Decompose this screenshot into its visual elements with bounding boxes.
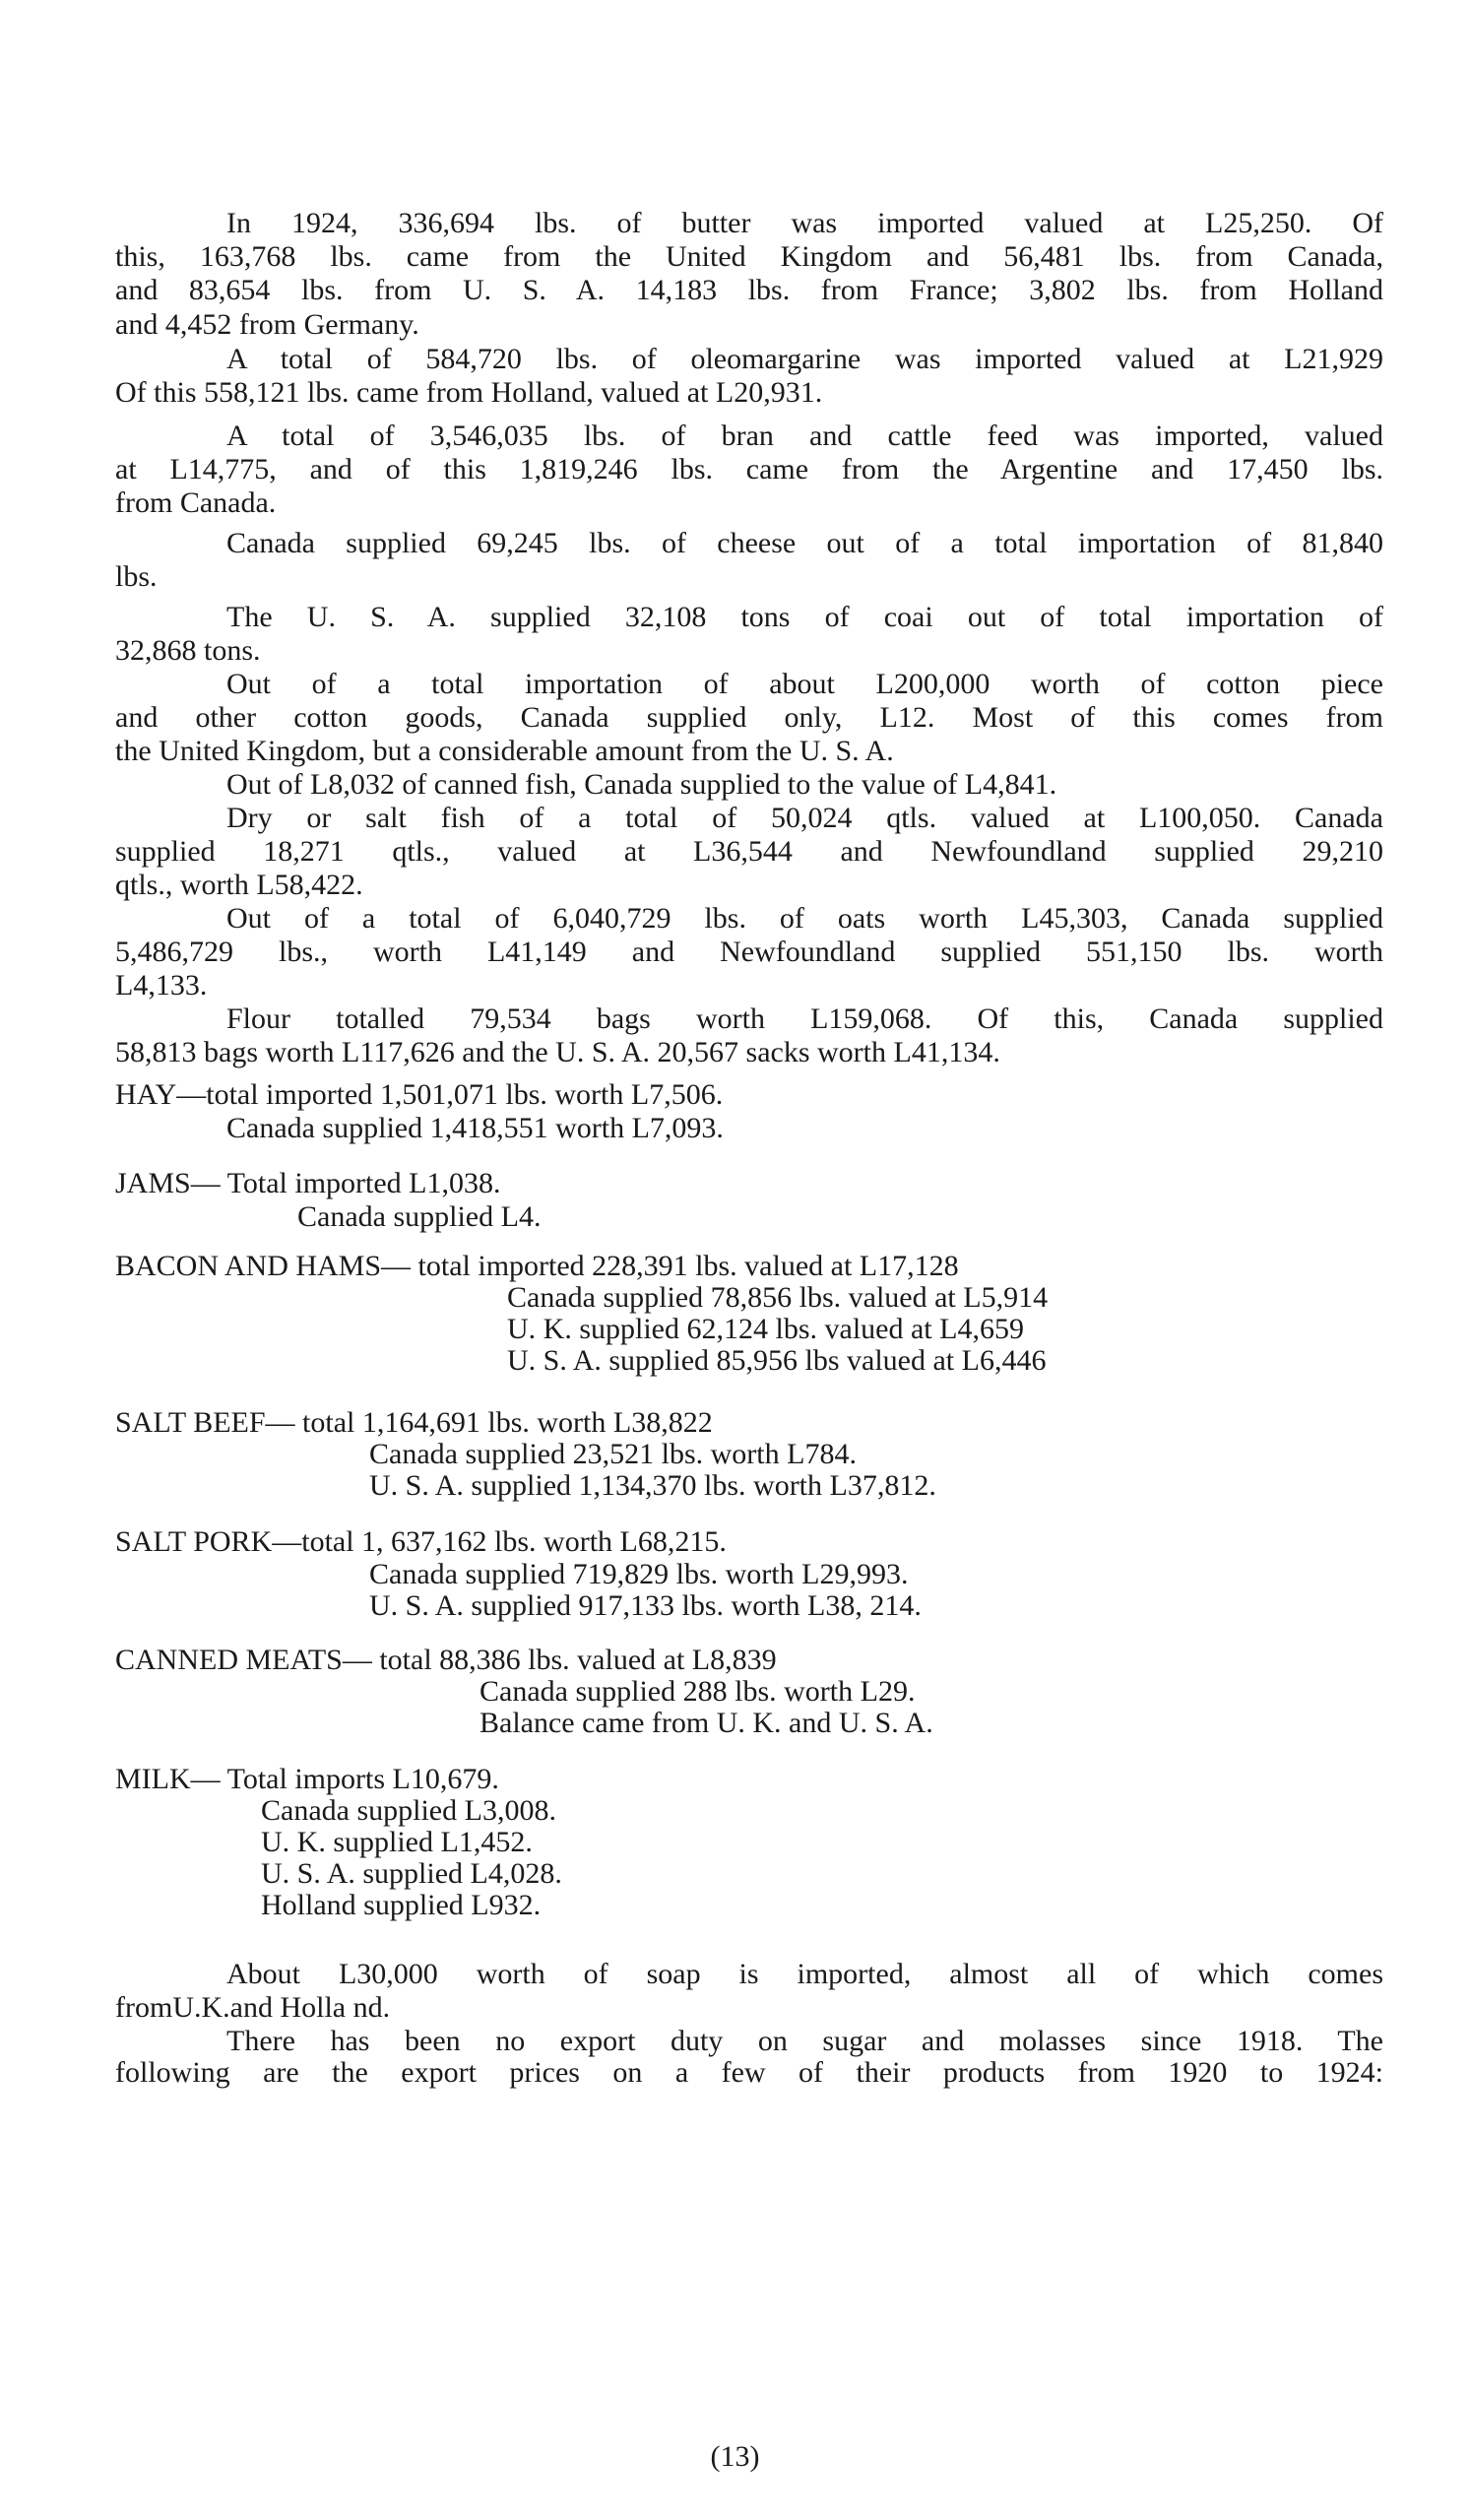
list-item: Canada supplied L4. bbox=[297, 1200, 542, 1233]
list-item: Canada supplied L3,008. bbox=[261, 1794, 556, 1827]
page-number: (13) bbox=[710, 2440, 760, 2473]
text-line: fromU.K.and Holla nd. bbox=[115, 1991, 391, 2024]
list-heading: JAMS— Total imported L1,038. bbox=[115, 1167, 501, 1199]
text-line: this, 163,768 lbs. came from the United Kingdom and 56,481 lbs. from Canada, bbox=[115, 240, 1383, 273]
text-line: A total of 3,546,035 lbs. of bran and cattle feed was imported, valued bbox=[226, 420, 1383, 452]
list-heading: SALT BEEF— total 1,164,691 lbs. worth L38,822 bbox=[115, 1406, 713, 1439]
text-line: Dry or salt fish of a total of 50,024 qtls. valued at L100,050. Canada bbox=[226, 802, 1383, 834]
text-line: from Canada. bbox=[115, 486, 277, 519]
list-item: Canada supplied 288 lbs. worth L29. bbox=[479, 1675, 916, 1708]
list-item: U. S. A. supplied 1,134,370 lbs. worth L37,812. bbox=[369, 1469, 936, 1502]
list-item: U. K. supplied L1,452. bbox=[261, 1826, 533, 1858]
text-line: the United Kingdom, but a considerable amount from the U. S. A. bbox=[115, 735, 894, 767]
text-line: In 1924, 336,694 lbs. of butter was imported valued at L25,250. Of bbox=[226, 207, 1383, 239]
list-heading: HAY—total imported 1,501,071 lbs. worth L7,506. bbox=[115, 1078, 724, 1111]
text-line: About L30,000 worth of soap is imported, almost all of which comes bbox=[226, 1958, 1383, 1990]
list-item: Canada supplied 78,856 lbs. valued at L5,914 bbox=[507, 1281, 1049, 1314]
list-item: Holland supplied L932. bbox=[261, 1889, 542, 1921]
list-item: Balance came from U. K. and U. S. A. bbox=[479, 1707, 933, 1739]
text-line: 32,868 tons. bbox=[115, 634, 261, 667]
text-line: Out of L8,032 of canned fish, Canada supplied to the value of L4,841. bbox=[226, 768, 1057, 801]
text-line: Out of a total of 6,040,729 lbs. of oats worth L45,303, Canada supplied bbox=[226, 902, 1383, 935]
text-line: supplied 18,271 qtls., valued at L36,544 and Newfoundland supplied 29,210 bbox=[115, 835, 1383, 868]
list-item: Canada supplied 719,829 lbs. worth L29,993. bbox=[369, 1558, 909, 1590]
list-heading: MILK— Total imports L10,679. bbox=[115, 1763, 499, 1795]
text-line: Of this 558,121 lbs. came from Holland, valued at L20,931. bbox=[115, 376, 823, 409]
text-line: A total of 584,720 lbs. of oleomargarine was imported valued at L21,929 bbox=[226, 343, 1383, 375]
list-heading: SALT PORK—total 1, 637,162 lbs. worth L68,215. bbox=[115, 1525, 727, 1558]
list-item: U. K. supplied 62,124 lbs. valued at L4,659 bbox=[507, 1313, 1024, 1345]
text-line: qtls., worth L58,422. bbox=[115, 869, 363, 901]
list-item: U. S. A. supplied 917,133 lbs. worth L38, 214. bbox=[369, 1589, 922, 1622]
text-line: lbs. bbox=[115, 560, 158, 593]
text-line: Out of a total importation of about L200,000 worth of cotton piece bbox=[226, 668, 1383, 700]
text-line: at L14,775, and of this 1,819,246 lbs. came from the Argentine and 17,450 lbs. bbox=[115, 453, 1383, 485]
text-line: and 4,452 from Germany. bbox=[115, 308, 419, 341]
list-item: U. S. A. supplied L4,028. bbox=[261, 1857, 562, 1890]
text-line: 5,486,729 lbs., worth L41,149 and Newfoundland supplied 551,150 lbs. worth bbox=[115, 936, 1383, 968]
list-heading: CANNED MEATS— total 88,386 lbs. valued at L8,839 bbox=[115, 1644, 777, 1676]
text-line: There has been no export duty on sugar and molasses since 1918. The bbox=[226, 2025, 1383, 2057]
list-heading: BACON AND HAMS— total imported 228,391 lbs. valued at L17,128 bbox=[115, 1250, 959, 1282]
text-line: Canada supplied 69,245 lbs. of cheese out of a total importation of 81,840 bbox=[226, 527, 1383, 559]
text-line: following are the export prices on a few of their products from 1920 to 1924: bbox=[115, 2056, 1383, 2089]
text-line: L4,133. bbox=[115, 969, 208, 1002]
text-line: and other cotton goods, Canada supplied only, L12. Most of this comes from bbox=[115, 701, 1383, 734]
text-line: and 83,654 lbs. from U. S. A. 14,183 lbs. from France; 3,802 lbs. from Holland bbox=[115, 274, 1383, 306]
text-line: Flour totalled 79,534 bags worth L159,068. Of this, Canada supplied bbox=[226, 1002, 1383, 1035]
text-line: The U. S. A. supplied 32,108 tons of coai out of total importation of bbox=[226, 601, 1383, 633]
text-line: 58,813 bags worth L117,626 and the U. S. A. 20,567 sacks worth L41,134. bbox=[115, 1036, 1000, 1068]
list-item: Canada supplied 1,418,551 worth L7,093. bbox=[226, 1112, 724, 1144]
list-item: Canada supplied 23,521 lbs. worth L784. bbox=[369, 1438, 857, 1470]
list-item: U. S. A. supplied 85,956 lbs valued at L6,446 bbox=[507, 1344, 1047, 1377]
